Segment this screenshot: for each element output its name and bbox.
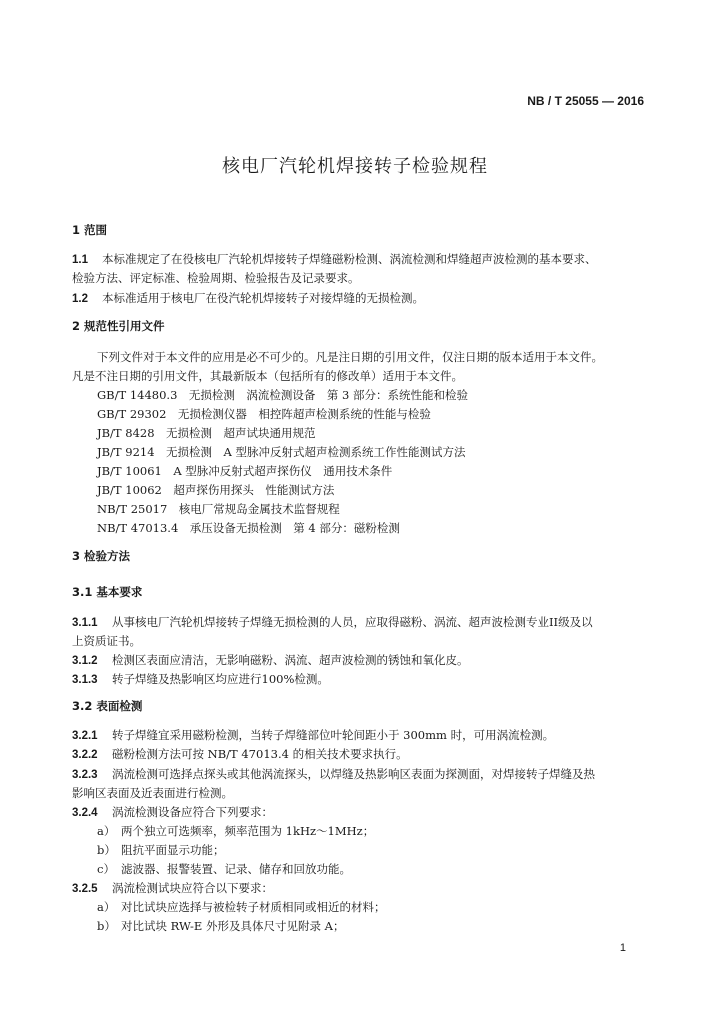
clause-text: 本标准适用于核电厂在役汽轮机焊接转子对接焊缝的无损检测。 [102, 291, 424, 305]
clause-number: 3.1.1 [72, 617, 98, 629]
clause-3-2-4 [72, 804, 273, 820]
page-number: 1 [619, 942, 626, 954]
clause-text: 涡流检测设备应符合下列要求： [112, 805, 273, 819]
list-text: 两个独立可选频率，频率范围为 1kHz～1MHz； [121, 824, 375, 838]
clause-number: 1.1 [72, 254, 88, 266]
reference-item: NB/T 47013.4 承压设备无损检测 第 4 部分：磁粉检测 [97, 521, 400, 535]
list-text: 对比试块 RW-E 外形及具体尺寸见附录 A； [121, 919, 345, 933]
clause-number: 3.2.3 [72, 769, 98, 781]
clause-text: 本标准规定了在役核电厂汽轮机焊接转子焊缝磁粉检测、涡流检测和焊缝超声波检测的基本要求、 [102, 252, 597, 266]
clause-3-1-2 [72, 652, 469, 668]
clause-text: 涡流检测可选择点探头或其他涡流探头，以焊缝及热影响区表面为探测面，对焊接转子焊缝及热 [112, 767, 595, 781]
reference-item: JB/T 10062 超声探伤用探头 性能测试方法 [97, 483, 335, 497]
clause-3-1-3 [72, 671, 329, 687]
list-text: 阻抗平面显示功能； [121, 843, 225, 857]
clause-number: 3.2.4 [72, 807, 98, 819]
section-3-2-heading: 3.2 表面检测 [72, 699, 143, 713]
clause-3-2-3 [72, 766, 595, 782]
section-3-heading: 3 检验方法 [72, 549, 131, 563]
reference-item: NB/T 25017 核电厂常规岛金属技术监督规程 [97, 502, 340, 516]
list-marker: b） [97, 843, 116, 857]
list-marker: b） [97, 919, 116, 933]
reference-item: JB/T 8428 无损检测 超声试块通用规范 [97, 426, 316, 440]
list-item [97, 842, 225, 858]
list-item [97, 899, 386, 915]
clause-3-2-1 [72, 727, 554, 743]
clause-number: 1.2 [72, 293, 88, 305]
reference-item: GB/T 29302 无损检测仪器 相控阵超声检测系统的性能与检验 [97, 407, 431, 421]
reference-item: JB/T 9214 无损检测 A 型脉冲反射式超声检测系统工作性能测试方法 [97, 445, 466, 459]
clause-text: 检测区表面应清洁，无影响磁粉、涡流、超声波检测的锈蚀和氧化皮。 [112, 653, 469, 667]
clause-3-2-5 [72, 880, 273, 896]
list-marker: c） [97, 862, 115, 876]
list-item [97, 823, 374, 839]
clause-3-2-2 [72, 746, 408, 762]
list-marker: a） [97, 824, 116, 838]
standard-number: NB / T 25055 — 2016 [527, 94, 644, 108]
section-2-heading: 2 规范性引用文件 [72, 319, 165, 333]
clause-3-1-1 [72, 614, 593, 630]
list-marker: a） [97, 900, 116, 914]
clause-text: 从事核电厂汽轮机焊接转子焊缝无损检测的人员，应取得磁粉、涡流、超声波检测专业II级及以 [112, 615, 593, 629]
intro-paragraph-continuation: 凡是不注日期的引用文件，其最新版本（包括所有的修改单）适用于本文件。 [72, 369, 463, 383]
clause-1-2 [72, 290, 424, 306]
clause-1-1 [72, 251, 597, 267]
clause-3-2-3-continuation: 影响区表面及近表面进行检测。 [72, 786, 233, 800]
clause-3-1-1-continuation: 上资质证书。 [72, 634, 141, 648]
clause-1-1-continuation: 检验方法、评定标准、检验周期、检验报告及记录要求。 [72, 271, 360, 285]
reference-item: JB/T 10061 A 型脉冲反射式超声探伤仪 通用技术条件 [97, 464, 393, 478]
list-text: 对比试块应选择与被检转子材质相同或相近的材料； [121, 900, 386, 914]
intro-paragraph: 下列文件对于本文件的应用是必不可少的。凡是注日期的引用文件，仅注日期的版本适用于本文件。 [97, 350, 603, 364]
clause-number: 3.2.2 [72, 749, 98, 761]
clause-text: 转子焊缝及热影响区均应进行100%检测。 [112, 672, 329, 686]
section-3-1-heading: 3.1 基本要求 [72, 585, 143, 599]
clause-number: 3.1.3 [72, 674, 98, 686]
list-item [97, 918, 344, 934]
clause-number: 3.1.2 [72, 655, 98, 667]
clause-text: 转子焊缝宜采用磁粉检测，当转子焊缝部位叶轮间距小于 300mm 时，可用涡流检测。 [112, 728, 555, 742]
list-item [97, 861, 351, 877]
section-1-heading: 1 范围 [72, 223, 108, 237]
list-text: 滤波器、报警装置、记录、储存和回放功能。 [121, 862, 351, 876]
clause-number: 3.2.1 [72, 730, 98, 742]
clause-text: 磁粉检测方法可按 NB/T 47013.4 的相关技术要求执行。 [112, 747, 408, 761]
clause-number: 3.2.5 [72, 883, 98, 895]
document-title: 核电厂汽轮机焊接转子检验规程 [222, 156, 488, 177]
clause-text: 涡流检测试块应符合以下要求： [112, 881, 273, 895]
reference-item: GB/T 14480.3 无损检测 涡流检测设备 第 3 部分：系统性能和检验 [97, 388, 469, 402]
